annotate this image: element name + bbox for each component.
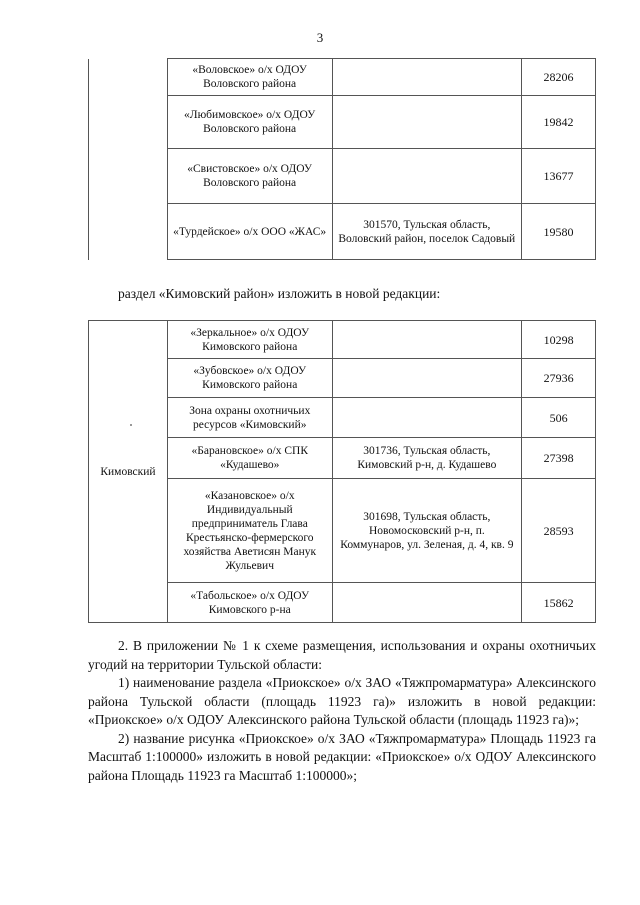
district-cell: Кимовский (89, 321, 168, 623)
page-number: 3 (316, 30, 324, 45)
section-instruction: раздел «Кимовский район» изложить в новой редакции: (118, 286, 441, 301)
address-cell (332, 59, 522, 96)
hunting-ground-name: «Зубовское» о/х ОДОУ Кимовского района (167, 359, 332, 398)
paragraph-2: 2. В приложении № 1 к схеме размещения, использования и охраны охотничьих угодий на территории Тульской области: (88, 638, 596, 672)
amendment-text (88, 637, 596, 785)
district-cell (89, 149, 168, 204)
address-cell (332, 583, 522, 623)
hunting-ground-name: «Барановское» о/х СПК «Кудашево» (167, 438, 332, 479)
area-cell: 27398 (522, 438, 596, 479)
paragraph-2-2: 2) название рисунка «Приокское» о/х ЗАО «Тяжпромарматура» Площадь 11923 га Масштаб 1:100000» изложить в новой редакции: «Приокское» о/х ОДОУ Алексинского района Площадь 11923 га Масштаб 1:100000»; (88, 730, 596, 783)
table-kimovsky (88, 320, 596, 623)
address-cell (332, 398, 522, 438)
area-cell: 28206 (522, 59, 596, 96)
area-cell: 28593 (522, 479, 596, 583)
table-volovsky (88, 58, 596, 260)
hunting-ground-name: «Казановское» о/х Индивидуальный предприниматель Глава Крестьянско-фермерского хозяйства Аветисян Манук Жульевич (167, 479, 332, 583)
area-cell: 27936 (522, 359, 596, 398)
hunting-ground-name: «Зеркальное» о/х ОДОУ Кимовского района (167, 321, 332, 359)
hunting-ground-name: «Воловское» о/х ОДОУ Воловского района (167, 59, 332, 96)
area-cell: 15862 (522, 583, 596, 623)
address-cell (332, 321, 522, 359)
area-cell: 506 (522, 398, 596, 438)
area-cell: 13677 (522, 149, 596, 204)
area-cell: 19842 (522, 96, 596, 149)
hunting-ground-name: «Табольское» о/х ОДОУ Кимовского р-на (167, 583, 332, 623)
area-cell: 19580 (522, 204, 596, 260)
district-cell (89, 204, 168, 260)
district-cell (89, 59, 168, 96)
hunting-ground-name: «Турдейское» о/х ООО «ЖАС» (167, 204, 332, 260)
hunting-ground-name: «Свистовское» о/х ОДОУ Воловского района (167, 149, 332, 204)
table-row (89, 321, 596, 359)
hunting-ground-name: Зона охраны охотничьих ресурсов «Кимовский» (167, 398, 332, 438)
address-cell: 301698, Тульская область, Новомосковский р-н, п. Коммунаров, ул. Зеленая, д. 4, кв. 9 (332, 479, 522, 583)
table-row (89, 96, 596, 149)
address-cell: 301736, Тульская область, Кимовский р-н, д. Кудашево (332, 438, 522, 479)
table-row (89, 204, 596, 260)
area-cell: 10298 (522, 321, 596, 359)
address-cell: 301570, Тульская область, Воловский район, поселок Садовый (332, 204, 522, 260)
paragraph-2-1: 1) наименование раздела «Приокское» о/х ЗАО «Тяжпромарматура» Алексинского района Тульской области (площадь 11923 га)» изложить в новой редакции: «Приокское» о/х ОДОУ Алексинского района Тульской области (площадь 11923 га)»; (88, 675, 596, 727)
address-cell (332, 149, 522, 204)
scan-speck (130, 424, 132, 426)
address-cell (332, 96, 522, 149)
hunting-ground-name: «Любимовское» о/х ОДОУ Воловского района (167, 96, 332, 149)
table-row (89, 149, 596, 204)
address-cell (332, 359, 522, 398)
district-cell (89, 96, 168, 149)
table-row (89, 59, 596, 96)
